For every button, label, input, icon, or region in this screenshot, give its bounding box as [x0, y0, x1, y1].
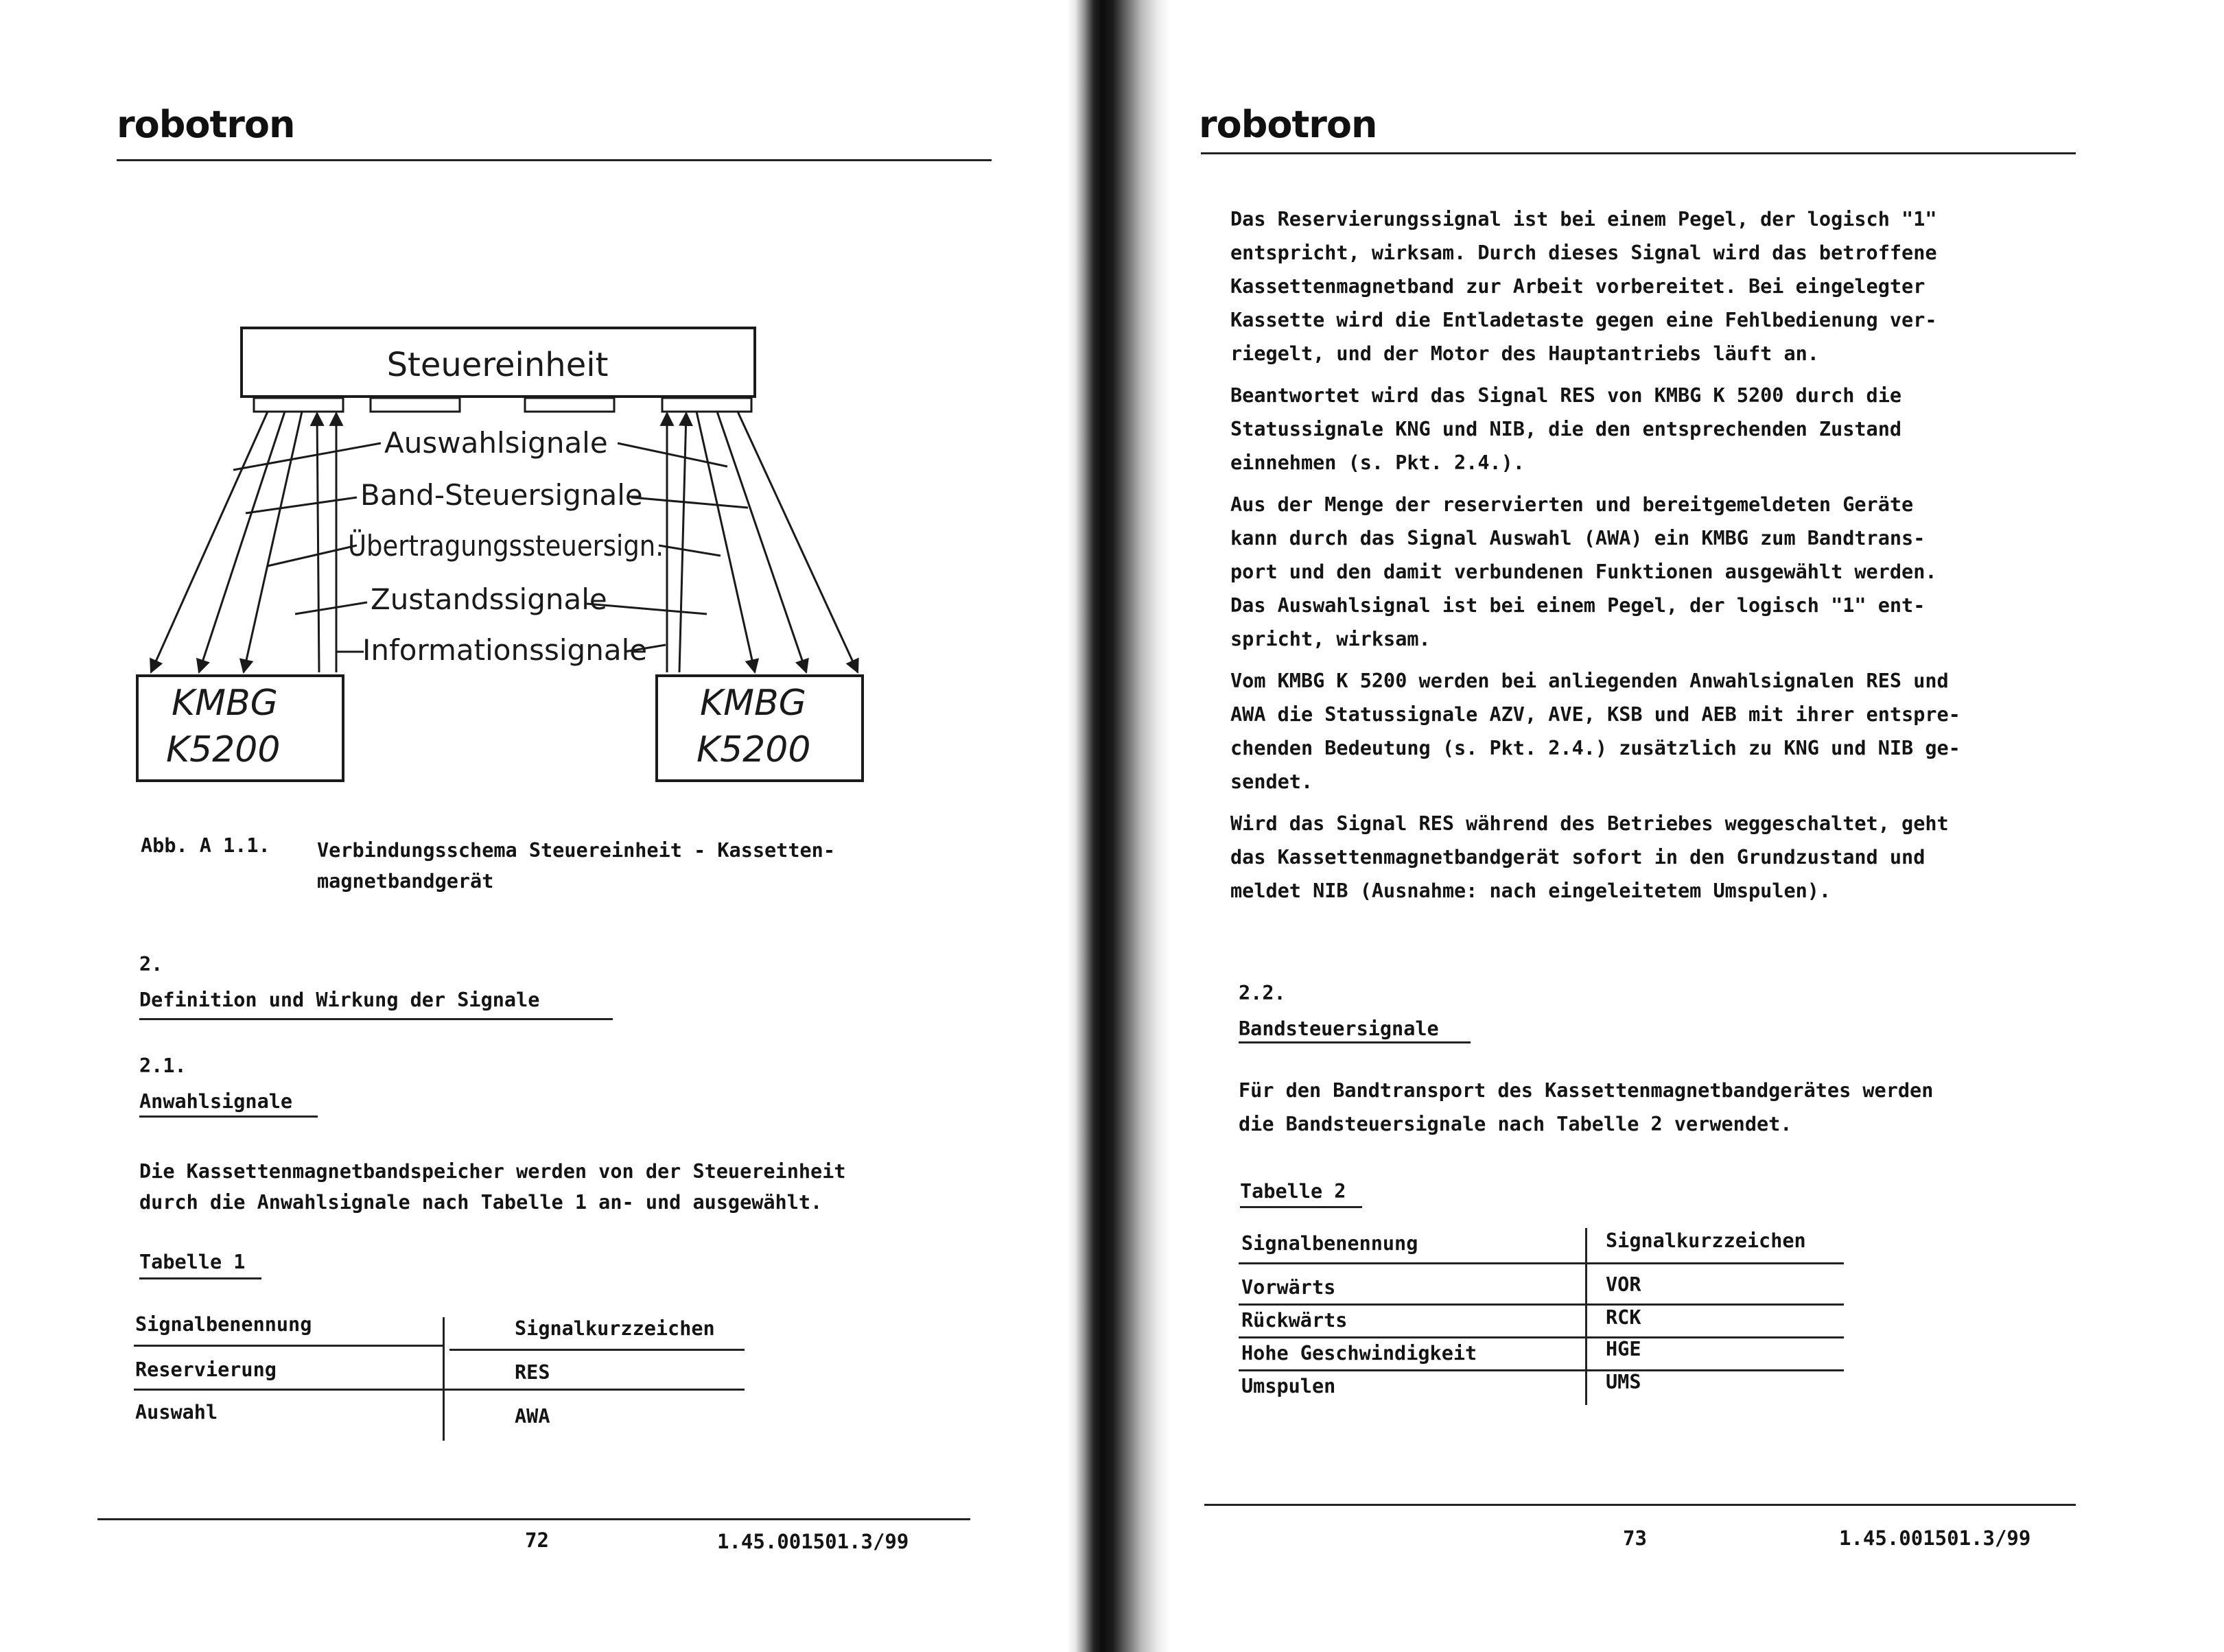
- subsection-heading-2-1: [139, 1048, 292, 1120]
- paragraph: Das Reservierungssignal ist bei einem Pegel, der logisch "1" entspricht, wirksam. Durch dieses Signal wird das betroffene Kassettenmagnetband zur Arbeit vorbereitet. Bei eingelegter Kassette wird die Entladetaste gegen eine Fehlbedienung ver- riegelt, und der Motor des Hauptantriebs läuft an.: [1230, 208, 1937, 365]
- figure-caption-line2: magnetbandgerät: [317, 870, 494, 893]
- section-heading-2: [139, 947, 539, 1018]
- diagram-label-auswahlsignale: Auswahlsignale: [384, 426, 608, 460]
- body-text-line1: Die Kassettenmagnetbandspeicher werden von der Steuereinheit: [139, 1160, 846, 1183]
- heading-underline: [139, 1018, 613, 1020]
- table-row-4-name: Umspulen: [1241, 1375, 1336, 1397]
- table-row-2-code: AWA: [515, 1405, 550, 1428]
- heading-underline: [1239, 1041, 1471, 1043]
- robotron-logo: robotron: [117, 103, 295, 146]
- table-2-title: Tabelle 2: [1240, 1180, 1346, 1203]
- robotron-logo: robotron: [1199, 103, 1377, 146]
- left-device-label-line1: KMBG: [172, 683, 278, 724]
- body-text-line2: durch die Anwahlsignale nach Tabelle 1 an- und ausgewählt.: [139, 1191, 823, 1214]
- figure-caption-line1: Verbindungsschema Steuereinheit - Kassetten-: [317, 839, 835, 862]
- paragraph: Aus der Menge der reservierten und bereitgemeldeten Geräte kann durch das Signal Auswahl (AWA) ein KMBG zum Bandtrans- port und den damit verbundenen Funktionen ausgewählt werden. Das Auswahlsignal ist bei einem Pegel, der logisch "1" ent- spricht, wirksam.: [1230, 493, 1937, 650]
- connector-tab: [254, 398, 343, 412]
- section-number: 2.: [139, 953, 163, 976]
- header-rule: [117, 159, 992, 161]
- table-row-2-name: Auswahl: [135, 1401, 218, 1424]
- figure-caption-label: Abb. A 1.1.: [141, 834, 270, 857]
- signal-line: [697, 412, 755, 672]
- table-row-3-name: Hohe Geschwindigkeit: [1241, 1342, 1477, 1365]
- subsection-title: Anwahlsignale: [139, 1090, 293, 1113]
- heading-underline: [139, 1116, 318, 1118]
- right-page: [1084, 0, 2224, 1652]
- table-row-4-code: UMS: [1606, 1371, 1641, 1393]
- footer-rule: [97, 1518, 970, 1520]
- body-paragraphs: [1230, 202, 1960, 916]
- left-device-label-line2: K5200: [166, 729, 281, 770]
- signal-line: [738, 412, 858, 672]
- connector-tab: [371, 398, 460, 412]
- subsection-number: 2.1.: [139, 1054, 187, 1077]
- paragraph: Wird das Signal RES während des Betriebes weggeschaltet, geht das Kassettenmagnetbandgerät sofort in den Grundzustand und meldet NIB (Ausnahme: nach eingeleitetem Umspulen).: [1230, 812, 1949, 902]
- table-row-3-code: HGE: [1606, 1338, 1641, 1360]
- signal-line: [317, 413, 319, 672]
- table-2: [1239, 1228, 1856, 1406]
- signal-line: [717, 412, 806, 672]
- right-device-label-line2: K5200: [697, 729, 811, 770]
- signal-line: [151, 412, 268, 672]
- section-title: Definition und Wirkung der Signale: [139, 989, 540, 1011]
- diagram-label-uebertragungssteuersignale: Übertragungssteuersign.: [348, 529, 707, 563]
- subsection-heading-2-2: [1239, 976, 1439, 1047]
- body-text-line2: die Bandsteuersignale nach Tabelle 2 verwendet.: [1239, 1113, 1792, 1135]
- table-row-1-code: VOR: [1606, 1273, 1641, 1296]
- subsection-title: Bandsteuersignale: [1239, 1017, 1439, 1040]
- header-rule: [1201, 152, 2076, 154]
- page-number: 72: [525, 1529, 549, 1552]
- paragraph: Beantwortet wird das Signal RES von KMBG K 5200 durch die Statussignale KNG und NIB, die den entsprechenden Zustand einnehmen (s. Pkt. 2.4.).: [1230, 384, 1902, 474]
- left-page: [0, 0, 1084, 1652]
- footer-rule: [1204, 1504, 2076, 1506]
- table-row-1-name: Reservierung: [135, 1358, 277, 1381]
- table-header-signalbenennung: Signalbenennung: [1241, 1232, 1418, 1255]
- subsection-number: 2.2.: [1239, 982, 1286, 1004]
- table-header-signalbenennung: Signalbenennung: [135, 1313, 312, 1336]
- connector-tab: [662, 398, 751, 412]
- table-header-signalkurzzeichen: Signalkurzzeichen: [1606, 1229, 1806, 1252]
- table-1: [134, 1310, 751, 1437]
- table-header-signalkurzzeichen: Signalkurzzeichen: [515, 1317, 715, 1340]
- table-row-1-name: Vorwärts: [1241, 1276, 1336, 1299]
- table-row-1-code: RES: [515, 1361, 550, 1384]
- paragraph: Vom KMBG K 5200 werden bei anliegenden Anwahlsignalen RES und AWA die Statussignale AZV, AVE, KSB und AEB mit ihrer entspre- chenden Bedeutung (s. Pkt. 2.4.) zusätzlich zu KNG und NIB ge- sendet.: [1230, 670, 1960, 793]
- page-number: 73: [1623, 1526, 1647, 1550]
- table-title-underline: [1240, 1206, 1362, 1208]
- table-row-2-code: RCK: [1606, 1306, 1641, 1329]
- body-text-line1: Für den Bandtransport des Kassettenmagnetbandgerätes werden: [1239, 1079, 1934, 1102]
- document-number: 1.45.001501.3/99: [717, 1530, 909, 1553]
- right-device-label-line1: KMBG: [700, 683, 806, 724]
- connector-tab: [525, 398, 614, 412]
- document-number: 1.45.001501.3/99: [1839, 1526, 2031, 1550]
- connection-diagram: [130, 322, 885, 789]
- table-row-2-name: Rückwärts: [1241, 1309, 1348, 1332]
- diagram-label-zustandssignale: Zustandssignale: [371, 582, 607, 616]
- signal-line: [679, 413, 686, 672]
- diagram-label-informationssignale: Informationssignale: [362, 633, 648, 667]
- diagram-label-band-steuersignale: Band-Steuersignale: [360, 478, 643, 512]
- table-1-title: Tabelle 1: [139, 1251, 246, 1273]
- table-title-underline: [139, 1277, 261, 1279]
- steuereinheit-label: Steuereinheit: [386, 346, 609, 384]
